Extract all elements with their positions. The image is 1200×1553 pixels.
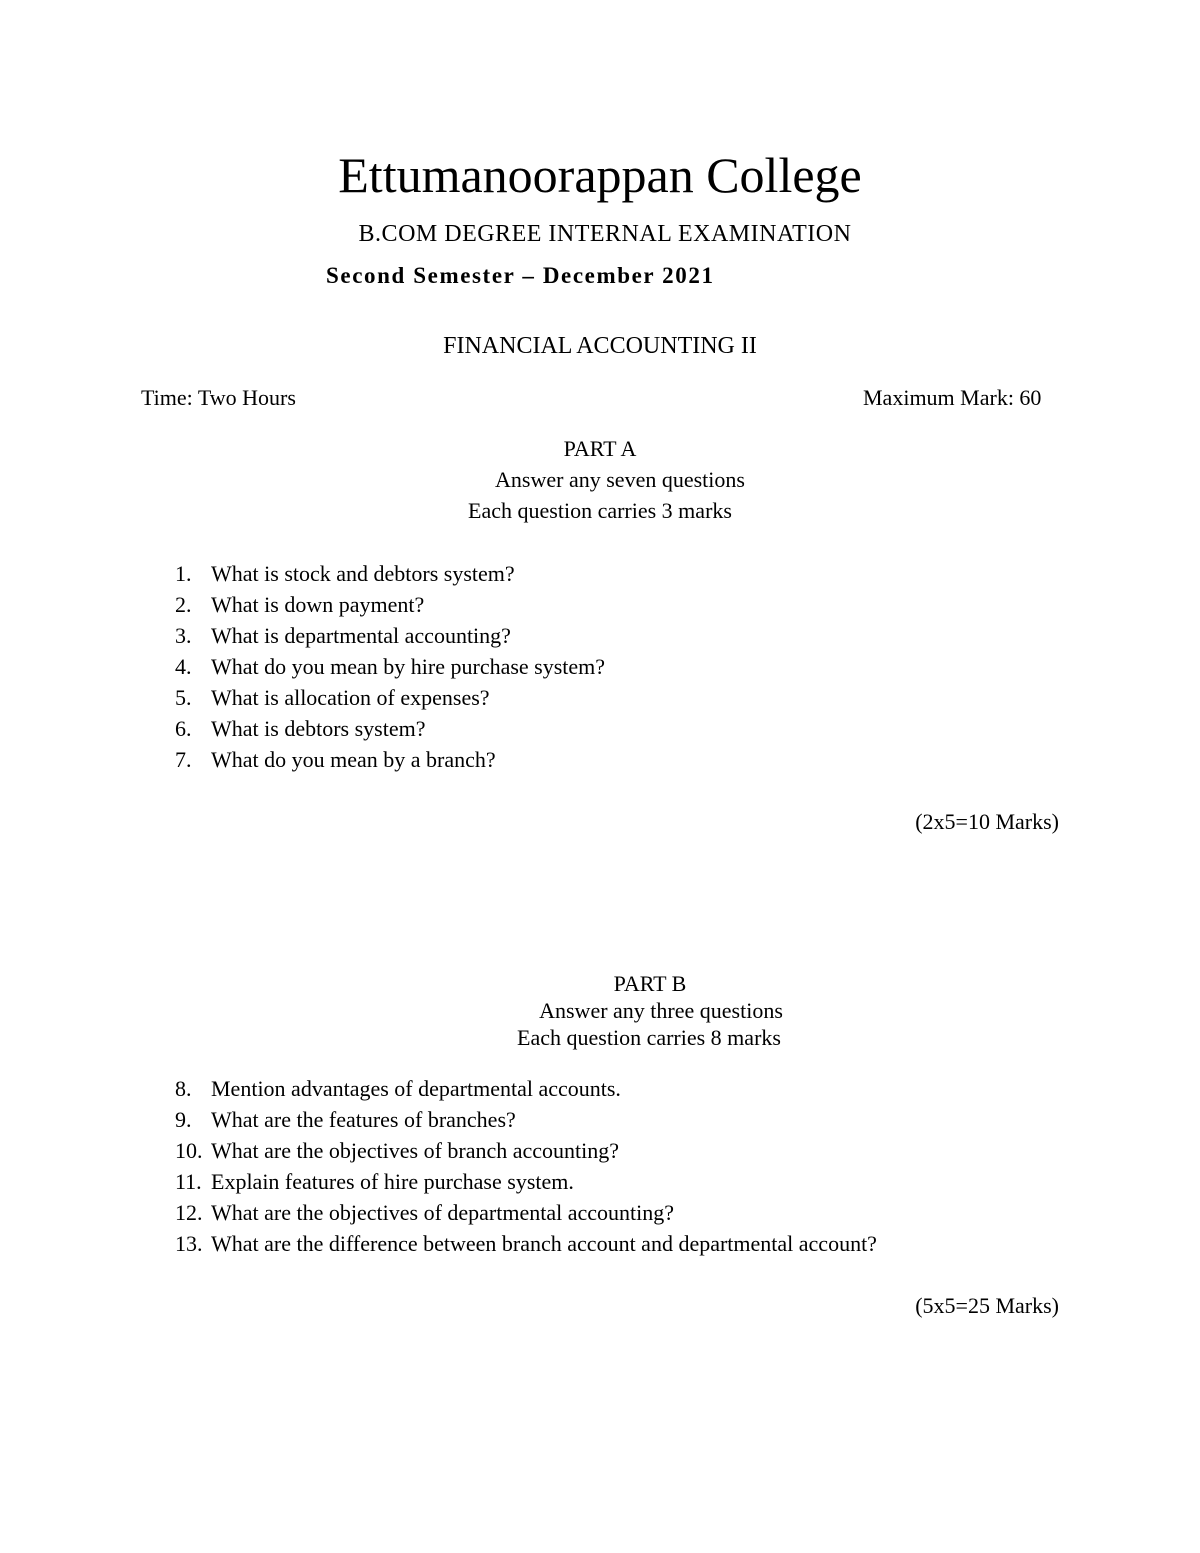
exam-title: B.COM DEGREE INTERNAL EXAMINATION xyxy=(358,221,852,247)
question-number: 11. xyxy=(175,1169,202,1194)
question-number: 3. xyxy=(175,623,192,648)
question-text: Explain features of hire purchase system. xyxy=(211,1169,574,1194)
part-b-marks-note: Each question carries 8 marks xyxy=(517,1025,781,1050)
semester-line: Second Semester – December 2021 xyxy=(326,263,715,288)
question-number: 7. xyxy=(175,747,192,772)
question-number: 10. xyxy=(175,1138,203,1163)
question-text: What is allocation of expenses? xyxy=(211,685,490,710)
question-text: What are the objectives of branch accounting? xyxy=(211,1138,620,1163)
question-number: 5. xyxy=(175,685,192,710)
question-text: Mention advantages of departmental accounts. xyxy=(211,1076,621,1101)
question-text: What are the features of branches? xyxy=(211,1107,516,1132)
question-text: What is down payment? xyxy=(211,592,425,617)
question-number: 1. xyxy=(175,561,192,586)
part-a-total-marks: (2x5=10 Marks) xyxy=(915,809,1059,834)
question-text: What are the difference between branch account and departmental account? xyxy=(211,1231,877,1256)
question-text: What do you mean by hire purchase system? xyxy=(211,654,606,679)
question-number: 6. xyxy=(175,716,192,741)
question-number: 9. xyxy=(175,1107,192,1132)
part-b-instruction: Answer any three questions xyxy=(539,998,783,1023)
part-a-title: PART A xyxy=(563,436,637,461)
college-name: Ettumanoorappan College xyxy=(338,147,862,203)
question-text: What is debtors system? xyxy=(211,716,426,741)
maximum-mark: Maximum Mark: 60 xyxy=(863,385,1042,410)
question-number: 4. xyxy=(175,654,192,679)
question-text: What is departmental accounting? xyxy=(211,623,511,648)
subject-title: FINANCIAL ACCOUNTING II xyxy=(443,333,757,359)
part-a-instruction: Answer any seven questions xyxy=(495,467,745,492)
question-number: 12. xyxy=(175,1200,203,1225)
exam-duration: Time: Two Hours xyxy=(141,385,296,410)
part-a-marks-note: Each question carries 3 marks xyxy=(468,498,732,523)
question-text: What do you mean by a branch? xyxy=(211,747,496,772)
part-b-title: PART B xyxy=(613,971,687,996)
question-number: 13. xyxy=(175,1231,203,1256)
question-text: What is stock and debtors system? xyxy=(211,561,515,586)
part-b-total-marks: (5x5=25 Marks) xyxy=(915,1293,1059,1318)
question-number: 2. xyxy=(175,592,192,617)
question-text: What are the objectives of departmental accounting? xyxy=(211,1200,675,1225)
question-number: 8. xyxy=(175,1076,192,1101)
